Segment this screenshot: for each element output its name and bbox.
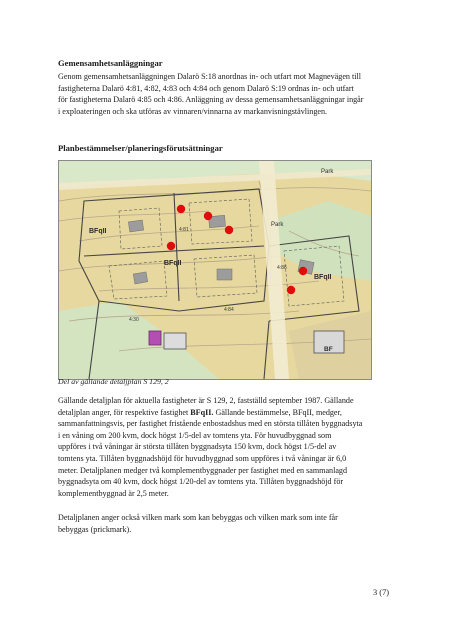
text-line	[58, 407, 408, 419]
text-line: i exploateringen och ska utföras av vinnaren/vinnarna av markanvisningstävlingen.	[58, 106, 328, 116]
map-label-bf: BF	[324, 346, 333, 353]
text-line: meter. Detaljplanen medger två komplementbyggnader per fastighet med en sammanlagd	[58, 465, 348, 475]
paragraph-prickmark	[58, 512, 408, 535]
section-heading-gemensamhetsanlaggningar: Gemensamhetsanläggningar	[58, 58, 163, 68]
lot-marker	[177, 205, 185, 213]
text-segment-bold: BFqII.	[190, 407, 214, 417]
map-label-bfqii-mid: BFqII	[164, 260, 182, 267]
lot-marker	[287, 286, 295, 294]
text-line: för fastigheterna Dalarö 4:85 och 4:86. Anläggning av dessa gemensamhetsanläggningar ingår	[58, 95, 364, 105]
map-label-num-4: 4:30	[129, 317, 139, 323]
lot-marker	[299, 267, 307, 275]
text-line: fastigheterna Dalarö 4:81, 4:82, 4:83 och 4:84 och genom Dalarö S:19 ordnas in- och utfart	[58, 83, 354, 93]
text-line: byggnadsyta om 40 kvm, dock högst 1/20-del av tomtens yta. Tillåten byggnadshöjd för	[58, 477, 344, 487]
lot-marker	[167, 242, 175, 250]
map-caption: Del av gällande detaljplan S 129, 2	[58, 377, 169, 386]
map-label-park-mid: Park	[271, 222, 284, 228]
text-line: bebyggas (prickmark).	[58, 524, 132, 534]
map-label-park-top: Park	[321, 169, 334, 175]
lot-marker	[225, 226, 233, 234]
text-line: tomtens yta. Tillåten byggnadshöjd för huvudbyggnad som uppföres i två våningar är 6,0	[58, 453, 347, 463]
map-label-num-3: 4:86	[277, 265, 287, 271]
text-segment: detaljplan anger, för respektive fastighet	[58, 407, 191, 417]
paragraph-gemensamhetsanlaggningar	[58, 71, 408, 117]
map-label-num-2: 4:84	[224, 307, 234, 313]
text-line: Detaljplanen anger också vilken mark som kan bebyggas och vilken mark som inte får	[58, 513, 338, 522]
page-number: 3 (7)	[373, 588, 390, 597]
text-line: Gällande detaljplan för aktuella fastigheter är S 129, 2, fastställd september 1987. Gällande	[58, 396, 354, 405]
map-label-num-1: 4:81	[179, 227, 189, 233]
text-line: sammanfattningsvis, per fastighet fristående enbostadshus med en största tillåten byggnadsyta	[58, 419, 363, 429]
text-line: Genom gemensamhetsanläggningen Dalarö S:18 anordnas in- och utfart mot Magnevägen till	[58, 72, 361, 81]
paragraph-detaljplan	[58, 395, 408, 499]
map-label-bfqii-right: BFqII	[314, 274, 332, 281]
text-line: i en våning om 200 kvm, dock högst 1/5-del av tomtens yta. För huvudbyggnad som	[58, 430, 332, 440]
map-graphic	[59, 161, 371, 379]
lot-marker	[204, 212, 212, 220]
map-label-bfqii-left: BFqII	[89, 228, 107, 235]
text-segment: Gällande bestämmelse, BFqII, medger,	[213, 407, 342, 417]
section-heading-planbestammelser: Planbestämmelser/planeringsförutsättningar	[58, 143, 223, 153]
text-line: komplementbyggnad är 2,5 meter.	[58, 488, 169, 498]
text-line: uppföres i två våningar är största tillåten byggnadsyta 150 kvm, dock högst 1/5-del av	[58, 442, 337, 452]
detail-plan-map	[58, 160, 372, 380]
